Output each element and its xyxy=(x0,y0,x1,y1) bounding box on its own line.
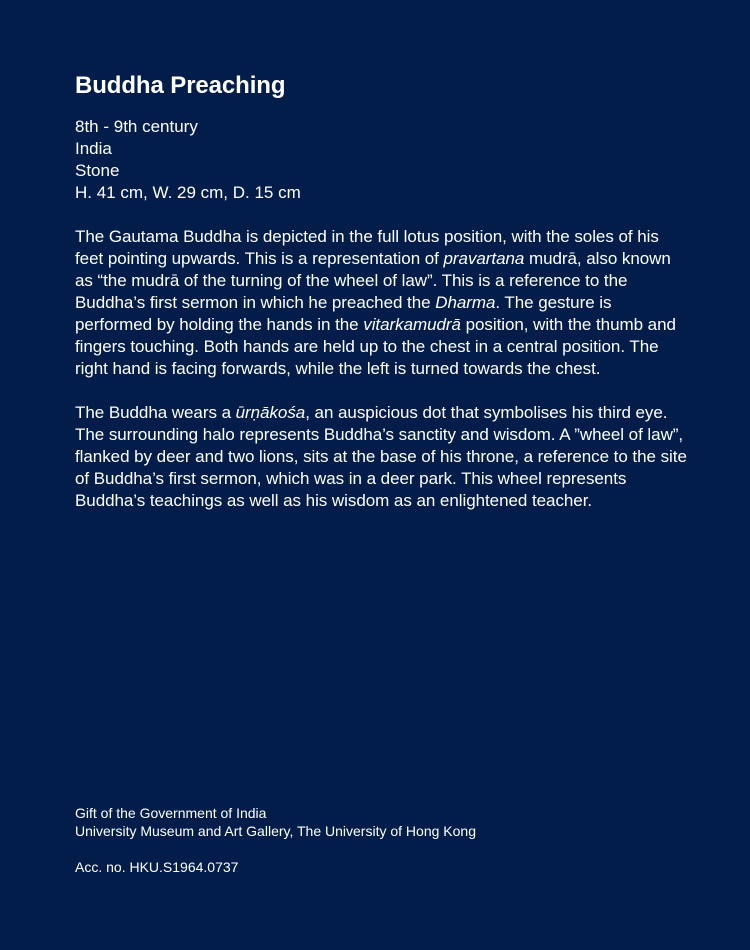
paragraph-1-term-pravartana: pravartana xyxy=(443,249,525,268)
credit-footer xyxy=(75,804,691,876)
institution-name: University Museum and Art Gallery, The University of Hong Kong xyxy=(75,823,476,839)
object-label xyxy=(75,68,691,534)
artwork-title: Buddha Preaching xyxy=(75,72,286,99)
artwork-origin: India xyxy=(75,139,112,158)
artwork-date: 8th - 9th century xyxy=(75,117,198,136)
artwork-material: Stone xyxy=(75,161,120,180)
paragraph-2-text-1: The Buddha wears a xyxy=(75,403,236,422)
accession-number: Acc. no. HKU.S1964.0737 xyxy=(75,859,239,875)
paragraph-1-text-4: position, with the thumb and fingers touching. Both hands are held up to the chest in a central position. The right hand is facing forwards, while the left is turned towards the chest. xyxy=(75,315,676,378)
description-paragraph-1 xyxy=(75,226,691,380)
credit-line: Gift of the Government of India xyxy=(75,805,267,821)
paragraph-2-term-urnakosa: ūrṇākośa xyxy=(235,403,306,422)
artwork-dimensions: H. 41 cm, W. 29 cm, D. 15 cm xyxy=(75,183,301,202)
paragraph-2-text-2: , an auspicious dot that symbolises his third eye. The surrounding halo represents Buddha’s sanctity and wisdom. A ”wheel of law”, flanked by deer and two lions, sits at the base of his throne, a reference to the site of Buddha’s first sermon, which was in a deer park. This wheel represents Buddha’s teachings as well as his wisdom as an enlightened teacher. xyxy=(75,403,687,510)
paragraph-1-text-3: . The gesture is performed by holding the hands in the xyxy=(75,293,612,334)
paragraph-1-text-2: mudrā, also known as “the mudrā of the turning of the wheel of law”. This is a reference to the Buddha’s first sermon in which he preached the xyxy=(75,249,671,312)
paragraph-1-term-dharma: Dharma xyxy=(435,293,496,312)
paragraph-1-term-vitarkamudra: vitarkamudrā xyxy=(363,315,461,334)
description-paragraph-2 xyxy=(75,402,691,512)
paragraph-1-text-1: The Gautama Buddha is depicted in the full lotus position, with the soles of his feet pointing upwards. This is a representation of xyxy=(75,227,659,268)
artwork-details xyxy=(75,116,691,204)
